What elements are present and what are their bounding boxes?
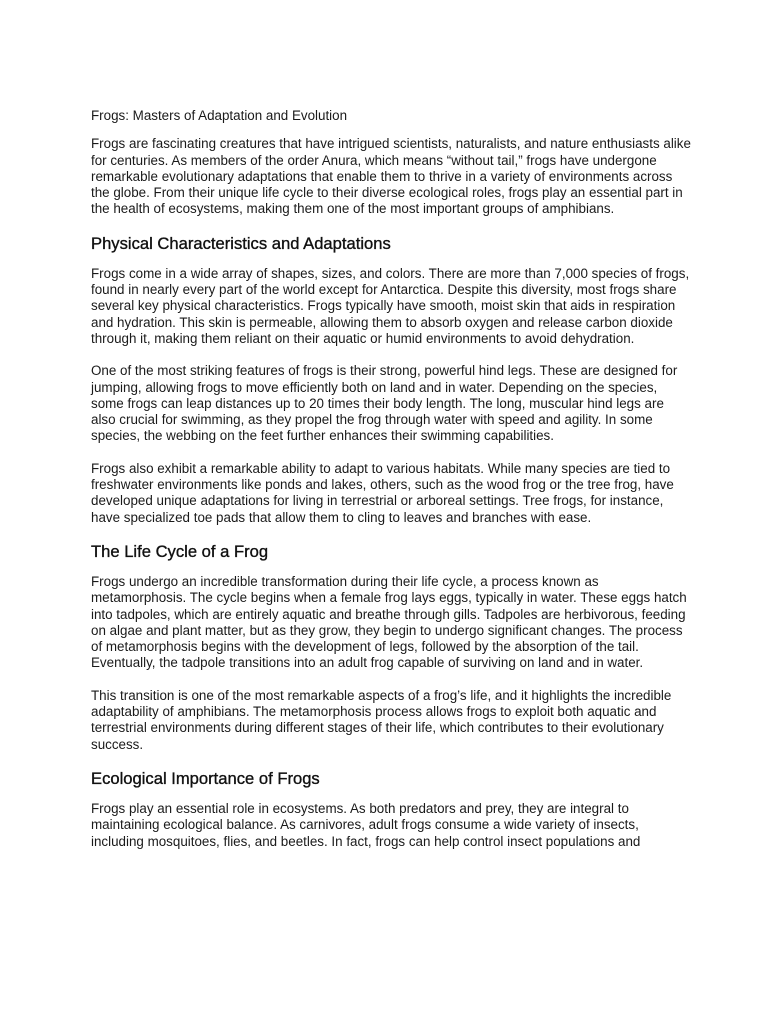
section-paragraph: This transition is one of the most remarkable aspects of a frog’s life, and it highlights the incredible adaptability of amphibians. The metamorphosis process allows frogs to exploit both aquatic and terrestrial environments during different stages of their life, which contributes to their evolutionary success. <box>91 687 672 752</box>
document-body <box>91 108 691 850</box>
section-paragraph: Frogs undergo an incredible transformation during their life cycle, a process known as metamorphosis. The cycle begins when a female frog lays eggs, typically in water. These eggs hatch into tadpoles, which are entirely aquatic and breathe through gills. Tadpoles are herbivorous, feeding on algae and plant matter, but as they grow, they begin to undergo significant changes. The process of metamorphosis begins with the development of legs, followed by the absorption of the tail. Eventually, the tadpole transitions into an adult frog capable of surviving on land and in water. <box>91 573 687 671</box>
section-heading-physical-characteristics: Physical Characteristics and Adaptations <box>91 233 391 253</box>
document-title: Frogs: Masters of Adaptation and Evolution <box>91 108 348 123</box>
section-paragraph: Frogs come in a wide array of shapes, sizes, and colors. There are more than 7,000 species of frogs, found in nearly every part of the world except for Antarctica. Despite this diversity, most frogs share several key physical characteristics. Frogs typically have smooth, moist skin that aids in respiration and hydration. This skin is permeable, allowing them to absorb oxygen and release carbon dioxide through it, making them reliant on their aquatic or humid environments to avoid dehydration. <box>91 265 690 346</box>
section-heading-life-cycle: The Life Cycle of a Frog <box>91 541 269 561</box>
intro-paragraph: Frogs are fascinating creatures that have intrigued scientists, naturalists, and nature enthusiasts alike for centuries. As members of the order Anura, which means “without tail,” frogs have undergone remarkable evolutionary adaptations that enable them to thrive in a variety of environments across the globe. From their unique life cycle to their diverse ecological roles, frogs play an essential part in the health of ecosystems, making them one of the most important groups of amphibians. <box>91 136 691 217</box>
section-heading-ecological-importance: Ecological Importance of Frogs <box>91 768 320 788</box>
section-paragraph: Frogs also exhibit a remarkable ability to adapt to various habitats. While many species are tied to freshwater environments like ponds and lakes, others, such as the wood frog or the tree frog, have developed unique adaptations for living in terrestrial or arboreal settings. Tree frogs, for instance, have specialized toe pads that allow them to cling to leaves and branches with ease. <box>91 460 674 525</box>
section-paragraph: Frogs play an essential role in ecosystems. As both predators and prey, they are integral to maintaining ecological balance. As carnivores, adult frogs consume a wide variety of insects, including mosquitoes, flies, and beetles. In fact, frogs can help control insect populations and <box>91 800 641 849</box>
section-paragraph: One of the most striking features of frogs is their strong, powerful hind legs. These are designed for jumping, allowing frogs to move efficiently both on land and in water. Depending on the species, some frogs can leap distances up to 20 times their body length. The long, muscular hind legs are also crucial for swimming, as they propel the frog through water with speed and agility. In some species, the webbing on the feet further enhances their swimming capabilities. <box>91 363 678 444</box>
